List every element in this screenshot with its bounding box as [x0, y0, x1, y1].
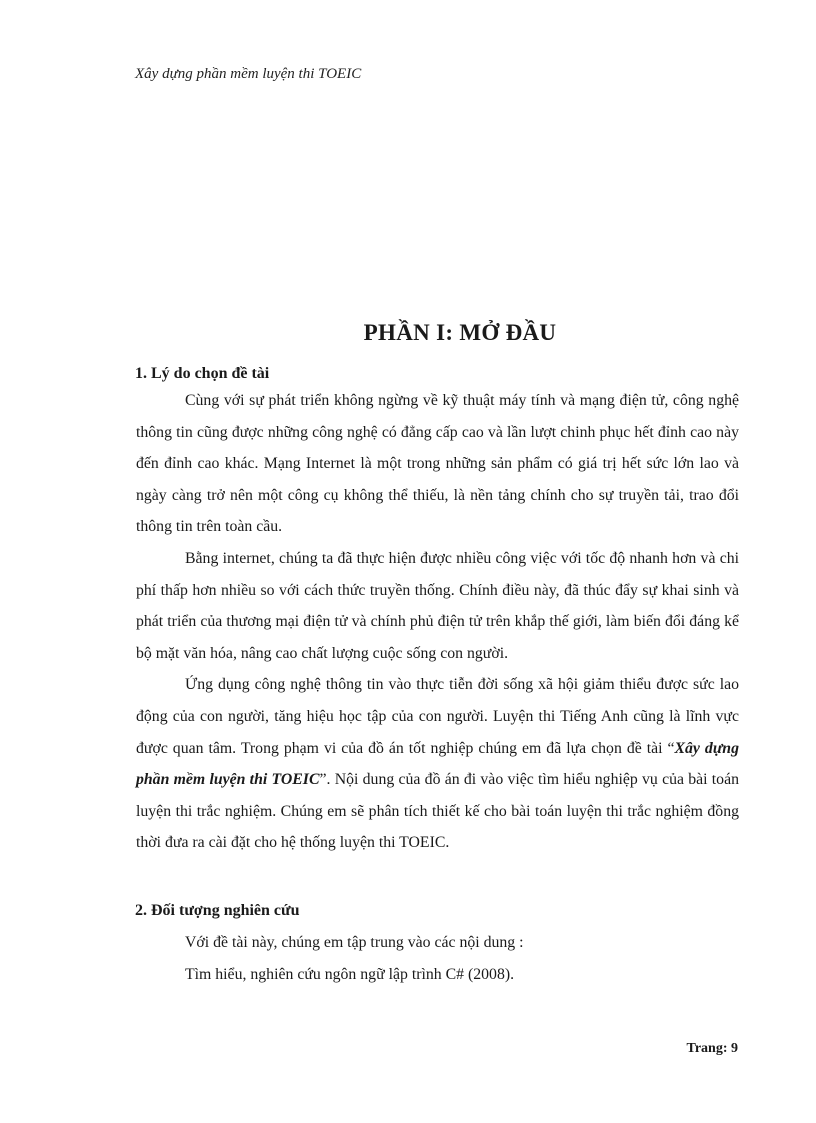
paragraph: Tìm hiểu, nghiên cứu ngôn ngữ lập trình C# (2008). [185, 965, 515, 983]
project-title-emphasis: Xây dựng phần mềm luyện thi TOEIC [136, 739, 739, 789]
chapter-title: PHẦN I: MỞ ĐẦU [363, 320, 557, 345]
section-2-body [136, 927, 739, 990]
paragraph: Với đề tài này, chúng em tập trung vào các nội dung : [185, 934, 524, 951]
section-1-body [136, 385, 739, 859]
page-number: Trang: 9 [686, 1041, 738, 1056]
paragraph: Bằng internet, chúng ta đã thực hiện được nhiều công việc với tốc độ nhanh hơn và chi phí thấp hơn nhiều so với cách thức truyền thống. Chính điều này, đã thúc đẩy sự khai sinh và phát triển của thương mại điện tử và chính phủ điện tử trên khắp thế giới, làm biến đổi đáng kể bộ mặt văn hóa, nâng cao chất lượng cuộc sống con người. [136, 549, 739, 662]
paragraph-text: Ứng dụng công nghệ thông tin vào thực tiễn đời sống xã hội giảm thiểu được sức lao động của con người, tăng hiệu học tập của con người. Luyện thi Tiếng Anh cũng là lĩnh vực được quan tâm. Trong phạm vi của đồ án tốt nghiệp chúng em đã lựa chọn đề tài “ [136, 676, 739, 757]
section-heading-2: 2. Đối tượng nghiên cứu [135, 902, 300, 919]
paragraph-text: ”. Nội dung của đồ án đi vào việc tìm hiểu nghiệp vụ của bài toán luyện thi trắc nghiệm. Chúng em sẽ phân tích thiết kế cho bài toán luyện thi trắc nghiệm đồng thời đưa ra cài đặt cho hệ thống luyện thi TOEIC. [136, 771, 739, 852]
paragraph: Cùng với sự phát triển không ngừng về kỹ thuật máy tính và mạng điện tử, công nghệ thông tin cũng được những công nghệ có đẳng cấp cao và lần lượt chinh phục hết đỉnh cao này đến đỉnh cao khác. Mạng Internet là một trong những sản phẩm có giá trị hết sức lớn lao và ngày càng trở nên một công cụ không thể thiếu, là nền tảng chính cho sự truyền tải, trao đổi thông tin trên toàn cầu. [136, 392, 739, 536]
section-heading-1: 1. Lý do chọn đề tài [135, 365, 270, 382]
paragraph [136, 669, 739, 859]
running-header: Xây dựng phần mềm luyện thi TOEIC [135, 66, 362, 82]
